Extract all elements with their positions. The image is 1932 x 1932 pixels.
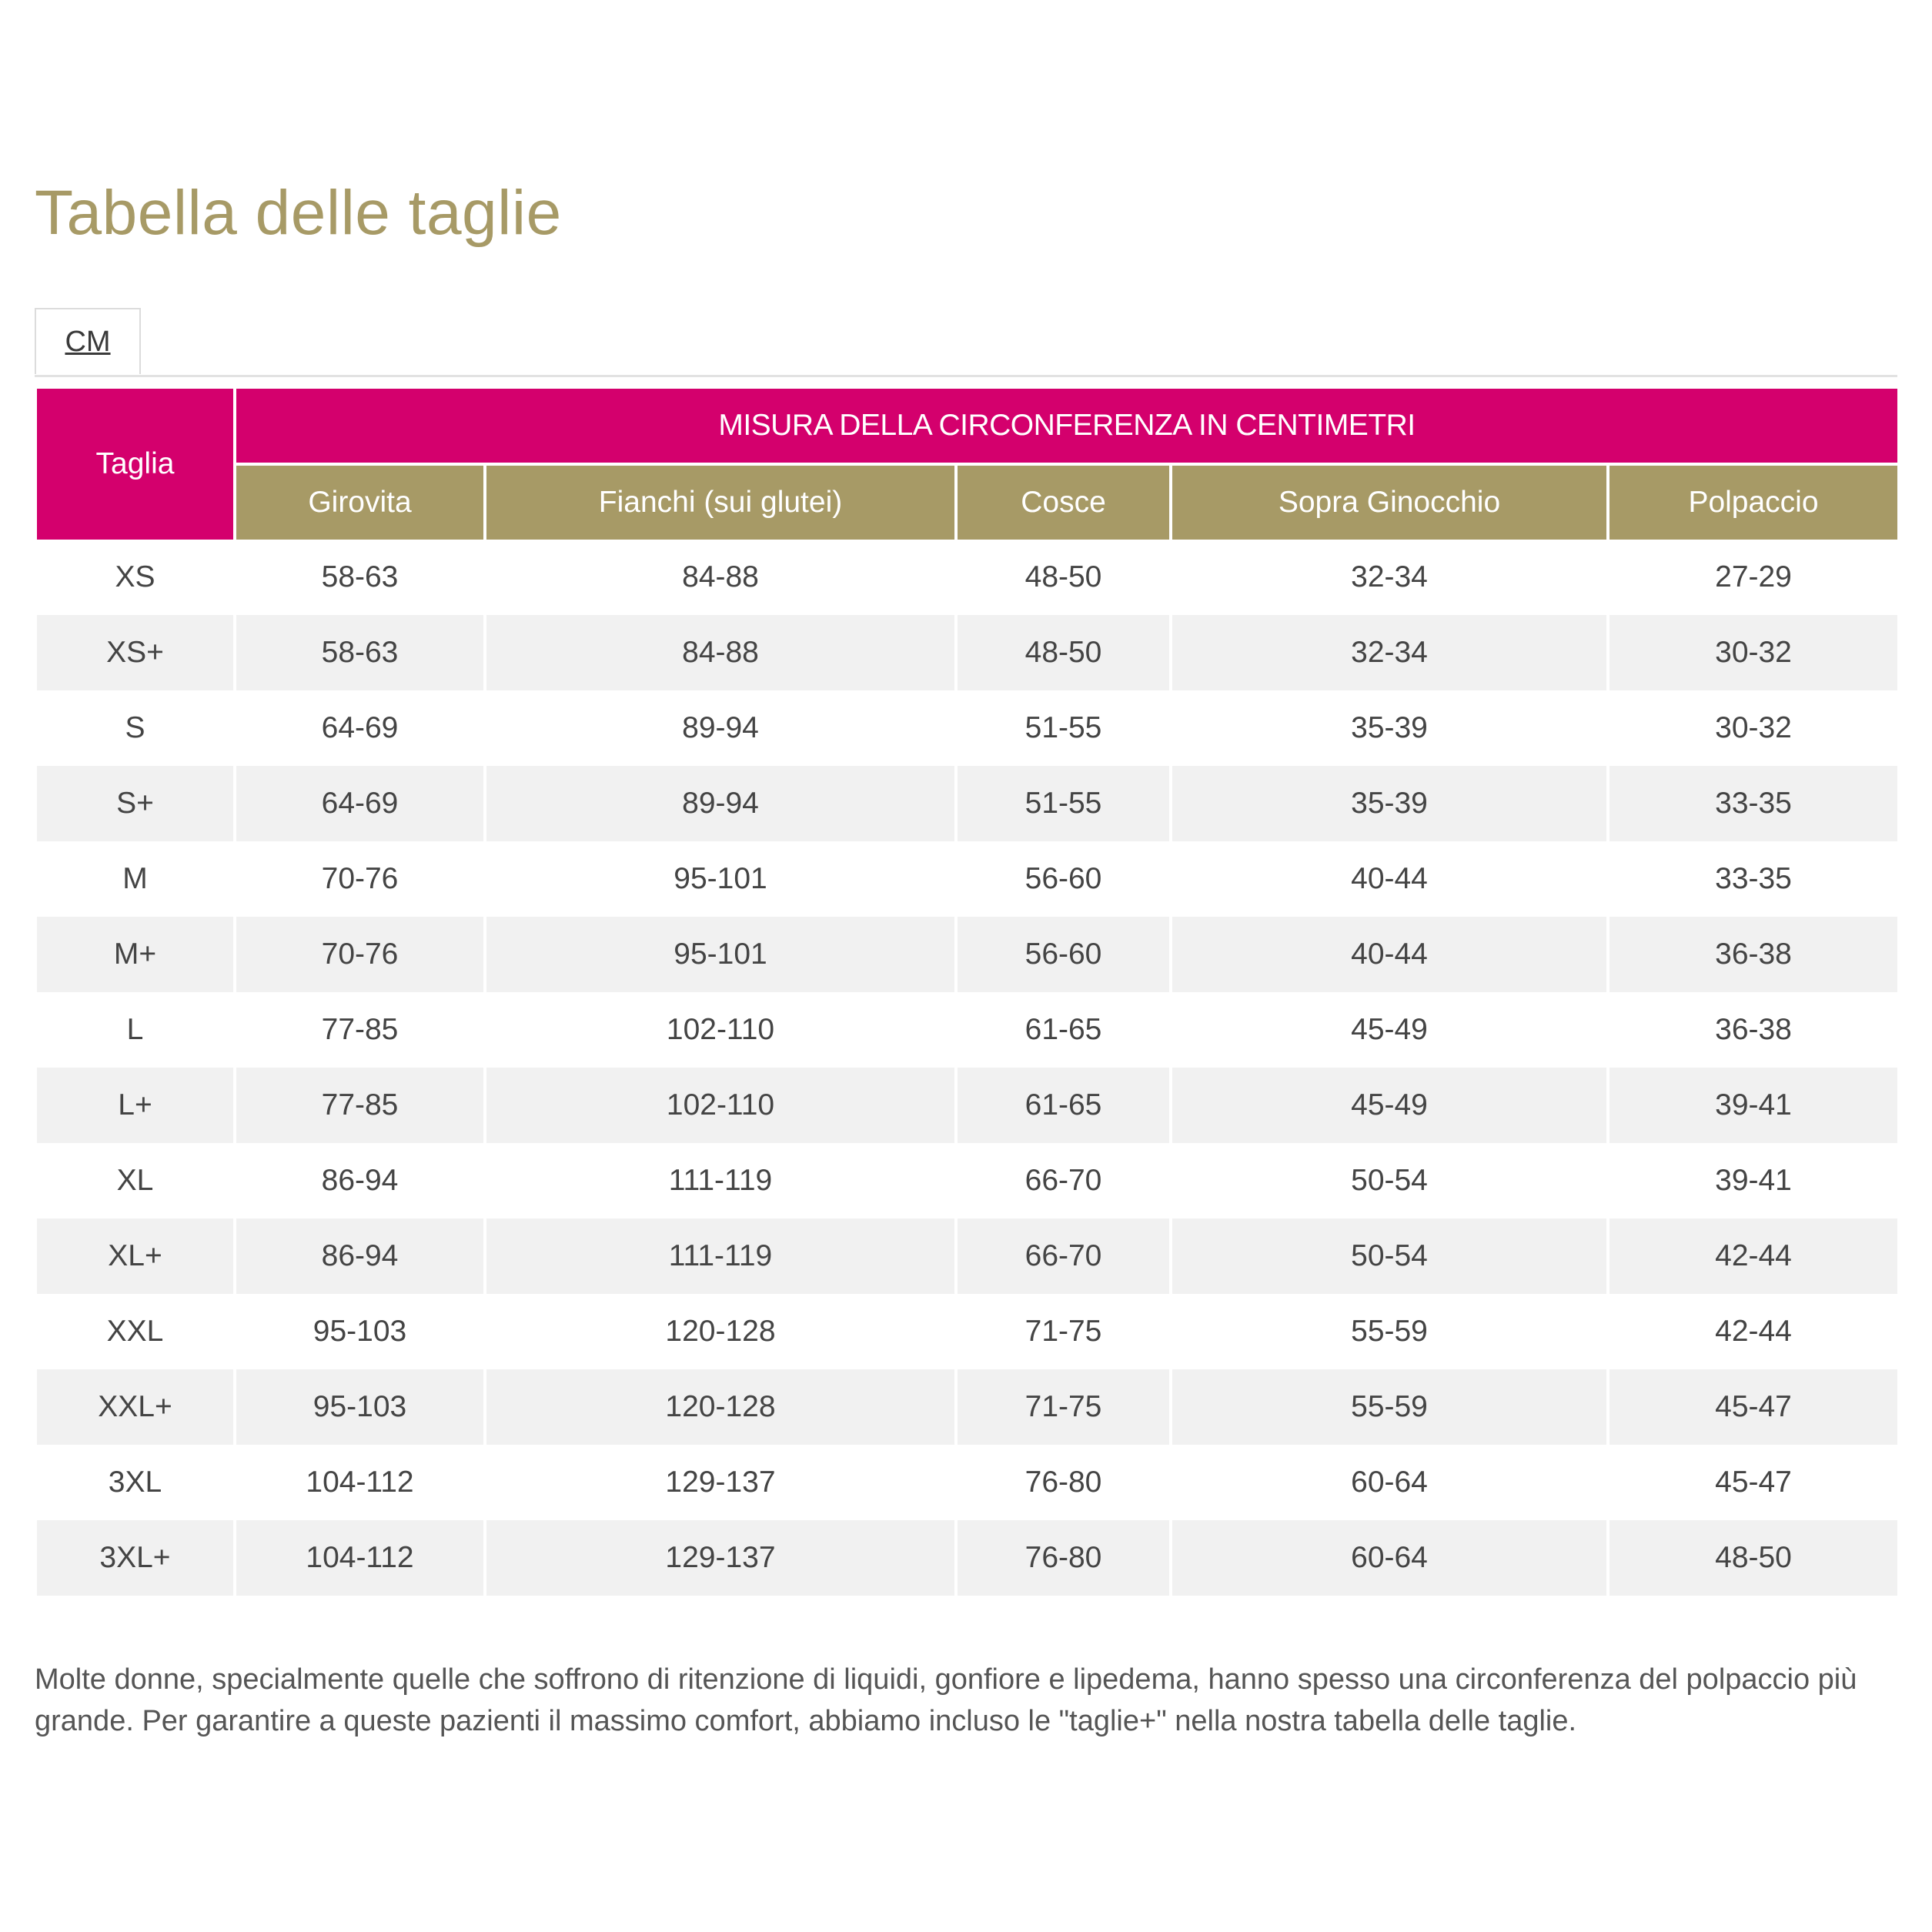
cell-polpaccio: 27-29 — [1609, 540, 1897, 615]
cell-polpaccio: 30-32 — [1609, 615, 1897, 690]
table-row — [37, 1445, 1897, 1520]
size-table-body — [37, 540, 1897, 1596]
cell-cosce: 56-60 — [958, 917, 1172, 992]
cell-sopra-ginocchio: 50-54 — [1172, 1218, 1609, 1294]
cell-taglia: 3XL+ — [37, 1520, 236, 1596]
cell-polpaccio: 39-41 — [1609, 1068, 1897, 1143]
cell-polpaccio: 39-41 — [1609, 1143, 1897, 1218]
cell-girovita: 77-85 — [236, 1068, 486, 1143]
cell-taglia: L+ — [37, 1068, 236, 1143]
table-row — [37, 841, 1897, 917]
cell-cosce: 66-70 — [958, 1218, 1172, 1294]
cell-polpaccio: 42-44 — [1609, 1294, 1897, 1369]
cell-cosce: 71-75 — [958, 1294, 1172, 1369]
cell-girovita: 95-103 — [236, 1369, 486, 1445]
cell-cosce: 51-55 — [958, 766, 1172, 841]
cell-polpaccio: 33-35 — [1609, 766, 1897, 841]
cell-polpaccio: 30-32 — [1609, 690, 1897, 766]
cell-sopra-ginocchio: 55-59 — [1172, 1369, 1609, 1445]
table-row — [37, 766, 1897, 841]
cell-girovita: 64-69 — [236, 766, 486, 841]
cell-cosce: 48-50 — [958, 540, 1172, 615]
table-row — [37, 1143, 1897, 1218]
cell-cosce: 76-80 — [958, 1445, 1172, 1520]
cell-girovita: 70-76 — [236, 917, 486, 992]
table-row — [37, 992, 1897, 1068]
cell-fianchi: 111-119 — [486, 1143, 958, 1218]
cell-sopra-ginocchio: 35-39 — [1172, 690, 1609, 766]
cell-girovita: 95-103 — [236, 1294, 486, 1369]
header-sopra-ginocchio: Sopra Ginocchio — [1172, 463, 1609, 540]
cell-taglia: XL+ — [37, 1218, 236, 1294]
table-row — [37, 1068, 1897, 1143]
cell-polpaccio: 33-35 — [1609, 841, 1897, 917]
cell-cosce: 51-55 — [958, 690, 1172, 766]
cell-girovita: 77-85 — [236, 992, 486, 1068]
tab-cm[interactable] — [35, 308, 141, 374]
cell-fianchi: 84-88 — [486, 540, 958, 615]
cell-polpaccio: 45-47 — [1609, 1369, 1897, 1445]
header-girovita: Girovita — [236, 463, 486, 540]
cell-fianchi: 102-110 — [486, 1068, 958, 1143]
tab-cm-label[interactable]: CM — [65, 325, 111, 358]
cell-girovita: 64-69 — [236, 690, 486, 766]
header-fianchi: Fianchi (sui glutei) — [486, 463, 958, 540]
cell-taglia: XL — [37, 1143, 236, 1218]
table-row — [37, 917, 1897, 992]
cell-fianchi: 111-119 — [486, 1218, 958, 1294]
header-taglia: Taglia — [37, 389, 236, 540]
cell-taglia: S — [37, 690, 236, 766]
cell-sopra-ginocchio: 35-39 — [1172, 766, 1609, 841]
table-row — [37, 1218, 1897, 1294]
cell-girovita: 104-112 — [236, 1445, 486, 1520]
header-cosce: Cosce — [958, 463, 1172, 540]
cell-taglia: XS+ — [37, 615, 236, 690]
cell-girovita: 70-76 — [236, 841, 486, 917]
cell-cosce: 71-75 — [958, 1369, 1172, 1445]
cell-fianchi: 129-137 — [486, 1445, 958, 1520]
cell-fianchi: 89-94 — [486, 766, 958, 841]
cell-girovita: 86-94 — [236, 1143, 486, 1218]
cell-polpaccio: 45-47 — [1609, 1445, 1897, 1520]
cell-taglia: M — [37, 841, 236, 917]
cell-cosce: 76-80 — [958, 1520, 1172, 1596]
cell-sopra-ginocchio: 60-64 — [1172, 1445, 1609, 1520]
table-row — [37, 540, 1897, 615]
cell-taglia: S+ — [37, 766, 236, 841]
cell-sopra-ginocchio: 40-44 — [1172, 841, 1609, 917]
cell-sopra-ginocchio: 45-49 — [1172, 1068, 1609, 1143]
cell-fianchi: 120-128 — [486, 1369, 958, 1445]
unit-tabs — [35, 308, 1897, 377]
cell-sopra-ginocchio: 50-54 — [1172, 1143, 1609, 1218]
cell-fianchi: 102-110 — [486, 992, 958, 1068]
table-row — [37, 1369, 1897, 1445]
table-row — [37, 1294, 1897, 1369]
cell-polpaccio: 48-50 — [1609, 1520, 1897, 1596]
cell-taglia: 3XL — [37, 1445, 236, 1520]
cell-fianchi: 120-128 — [486, 1294, 958, 1369]
cell-cosce: 61-65 — [958, 992, 1172, 1068]
cell-taglia: XXL+ — [37, 1369, 236, 1445]
cell-polpaccio: 36-38 — [1609, 992, 1897, 1068]
cell-taglia: XXL — [37, 1294, 236, 1369]
cell-fianchi: 84-88 — [486, 615, 958, 690]
size-note: Molte donne, specialmente quelle che soffrono di ritenzione di liquidi, gonfiore e lipedema, hanno spesso una circonferenza del polpaccio più grande. Per garantire a queste pazienti il massimo comfort, abbiamo incluso le "taglie+" nella nostra tabella delle taglie. — [35, 1663, 1857, 1737]
cell-taglia: M+ — [37, 917, 236, 992]
table-row — [37, 615, 1897, 690]
cell-sopra-ginocchio: 60-64 — [1172, 1520, 1609, 1596]
header-polpaccio: Polpaccio — [1609, 463, 1897, 540]
cell-polpaccio: 42-44 — [1609, 1218, 1897, 1294]
cell-fianchi: 95-101 — [486, 917, 958, 992]
cell-girovita: 58-63 — [236, 615, 486, 690]
cell-sopra-ginocchio: 55-59 — [1172, 1294, 1609, 1369]
cell-sopra-ginocchio: 32-34 — [1172, 615, 1609, 690]
size-table — [37, 389, 1897, 1596]
cell-fianchi: 95-101 — [486, 841, 958, 917]
cell-taglia: XS — [37, 540, 236, 615]
page-title: Tabella delle taglie — [35, 178, 562, 248]
cell-sopra-ginocchio: 40-44 — [1172, 917, 1609, 992]
cell-fianchi: 89-94 — [486, 690, 958, 766]
header-group: MISURA DELLA CIRCONFERENZA IN CENTIMETRI — [236, 389, 1897, 463]
cell-fianchi: 129-137 — [486, 1520, 958, 1596]
cell-cosce: 48-50 — [958, 615, 1172, 690]
cell-sopra-ginocchio: 32-34 — [1172, 540, 1609, 615]
cell-polpaccio: 36-38 — [1609, 917, 1897, 992]
cell-taglia: L — [37, 992, 236, 1068]
cell-girovita: 104-112 — [236, 1520, 486, 1596]
table-row — [37, 1520, 1897, 1596]
cell-cosce: 56-60 — [958, 841, 1172, 917]
cell-cosce: 66-70 — [958, 1143, 1172, 1218]
cell-sopra-ginocchio: 45-49 — [1172, 992, 1609, 1068]
table-row — [37, 690, 1897, 766]
cell-girovita: 58-63 — [236, 540, 486, 615]
cell-cosce: 61-65 — [958, 1068, 1172, 1143]
cell-girovita: 86-94 — [236, 1218, 486, 1294]
